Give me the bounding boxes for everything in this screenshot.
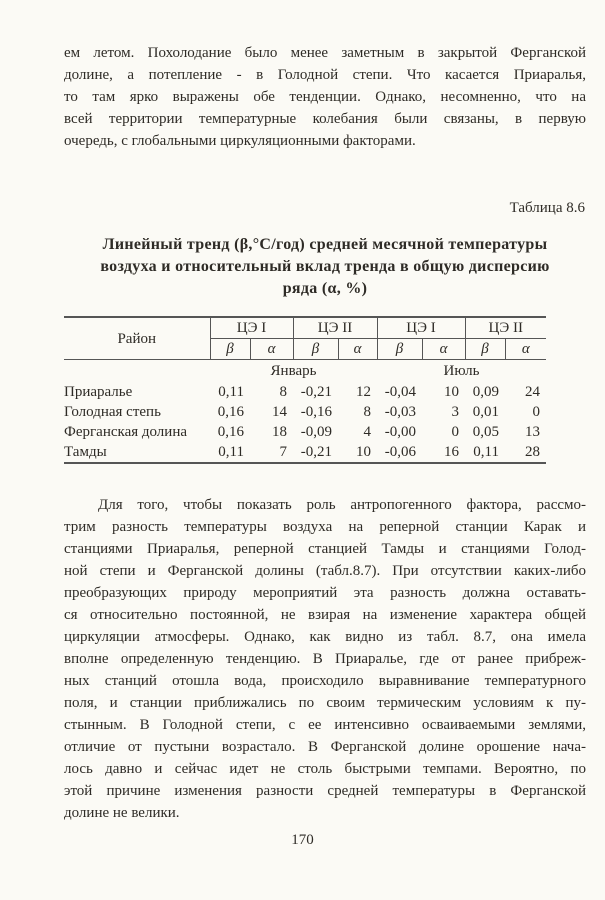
beta-header: β: [377, 339, 422, 360]
text-line: циркуляции атмосферы. Однако, как видно из табл. 8.7, она имела: [64, 629, 586, 645]
table-row: [64, 382, 546, 402]
alpha-cell: 14: [272, 404, 287, 420]
alpha-cell: 7: [279, 444, 287, 460]
district-cell: Голодная степь: [64, 404, 161, 420]
text-line: то там ярко выражены обе тенденции. Однако, несомненно, что на: [64, 89, 586, 105]
table-row: [64, 442, 546, 463]
table-row: [64, 402, 546, 422]
text-line: ной степи и Ферганской долины (табл.8.7). При отсутствии каких-либо: [64, 563, 586, 579]
alpha-cell: 18: [272, 424, 287, 440]
text-line: станциями Приаралья, реперной станцией Тамды и станциями Голод-: [64, 541, 586, 557]
table-title: [64, 234, 586, 300]
alpha-cell: 10: [356, 444, 371, 460]
district-header: Район: [64, 317, 210, 360]
title-line: воздуха и относительный вклад тренда в общую дисперсию: [100, 258, 550, 275]
text-line: отличие от пустыни возрастало. В Ферганской долине орошение нача-: [64, 739, 586, 755]
alpha-cell: 3: [451, 404, 459, 420]
alpha-cell: 8: [279, 384, 287, 400]
alpha-cell: 0: [532, 404, 540, 420]
text-line: поля, и станции приближались по своим термическим условиям к пу-: [64, 695, 586, 711]
alpha-cell: 16: [444, 444, 459, 460]
beta-cell: -0,03: [384, 404, 416, 420]
table-row: [64, 422, 546, 442]
text-line: ся относительно постоянной, не взирая на изменение характера общей: [64, 607, 586, 623]
alpha-cell: 4: [363, 424, 371, 440]
district-cell: Приаралье: [64, 384, 133, 400]
beta-cell: 0,16: [217, 424, 244, 440]
table-caption: Таблица 8.6: [509, 200, 585, 216]
district-cell: Тамды: [64, 444, 107, 460]
text-line: преобразующих природу мероприятий эта разность должна оставать-: [64, 585, 586, 601]
alpha-header: α: [338, 339, 377, 360]
beta-cell: 0,01: [472, 404, 499, 420]
beta-cell: -0,00: [384, 424, 416, 440]
text-line: лось давно и сейчас идет не столь быстрыми темпами. Вероятно, по: [64, 761, 586, 777]
title-line: Линейный тренд (β,°C/год) средней месячной температуры: [102, 236, 548, 253]
alpha-header: α: [422, 339, 465, 360]
alpha-cell: 13: [525, 424, 540, 440]
beta-cell: -0,06: [384, 444, 416, 460]
text-line: вполне определенную тенденцию. В Приаралье, где от ранее прибреж-: [64, 651, 586, 667]
page-number: 170: [291, 832, 314, 848]
text-line: этой причине изменения разности средней температуры в Ферганской: [64, 783, 586, 799]
alpha-header: α: [505, 339, 546, 360]
alpha-cell: 24: [525, 384, 540, 400]
beta-header: β: [465, 339, 505, 360]
beta-cell: 0,16: [217, 404, 244, 420]
beta-cell: -0,16: [300, 404, 332, 420]
paragraph-top: [64, 42, 586, 152]
text-line: ных станций отошла вода, происходило выравнивание температурного: [64, 673, 586, 689]
text-line: всей территории температурные колебания были связаны, в первую: [64, 111, 586, 127]
text-line: ем летом. Похолодание было менее заметным в закрытой Ферганской: [64, 45, 586, 61]
text-line: Для того, чтобы показать роль антропогенного фактора, рассмо-: [98, 497, 586, 513]
beta-cell: -0,21: [300, 444, 332, 460]
beta-header: β: [293, 339, 338, 360]
group-header: ЦЭ I: [210, 317, 293, 339]
alpha-cell: 0: [451, 424, 459, 440]
paragraph-bottom: [64, 494, 586, 824]
text-line: стынным. В Голодной степи, с ее интенсивно осваиваемыми землями,: [64, 717, 586, 733]
beta-cell: 0,05: [472, 424, 499, 440]
text-line: трим разность температуры воздуха на реперной станции Карак и: [64, 519, 586, 535]
beta-cell: -0,21: [300, 384, 332, 400]
beta-cell: 0,11: [218, 384, 244, 400]
beta-cell: -0,09: [300, 424, 332, 440]
alpha-cell: 28: [525, 444, 540, 460]
text-line: очередь, с глобальными циркуляционными факторами.: [64, 133, 416, 149]
beta-header: β: [210, 339, 250, 360]
alpha-cell: 12: [356, 384, 371, 400]
text-line: долине не велики.: [64, 805, 180, 821]
data-table: [64, 316, 546, 464]
beta-cell: 0,09: [472, 384, 499, 400]
group-header: ЦЭ II: [465, 317, 546, 339]
beta-cell: 0,11: [473, 444, 499, 460]
beta-cell: -0,04: [384, 384, 416, 400]
group-header: ЦЭ I: [377, 317, 465, 339]
district-cell: Ферганская долина: [64, 424, 188, 440]
alpha-cell: 10: [444, 384, 459, 400]
month-label: Январь: [270, 363, 317, 379]
beta-cell: 0,11: [218, 444, 244, 460]
text-line: долине, а потепление - в Голодной степи. Что касается Приаралья,: [64, 67, 586, 83]
group-header: ЦЭ II: [293, 317, 377, 339]
alpha-header: α: [250, 339, 293, 360]
month-label: Июль: [443, 363, 480, 379]
title-line: ряда (α, %): [282, 280, 368, 297]
alpha-cell: 8: [363, 404, 371, 420]
